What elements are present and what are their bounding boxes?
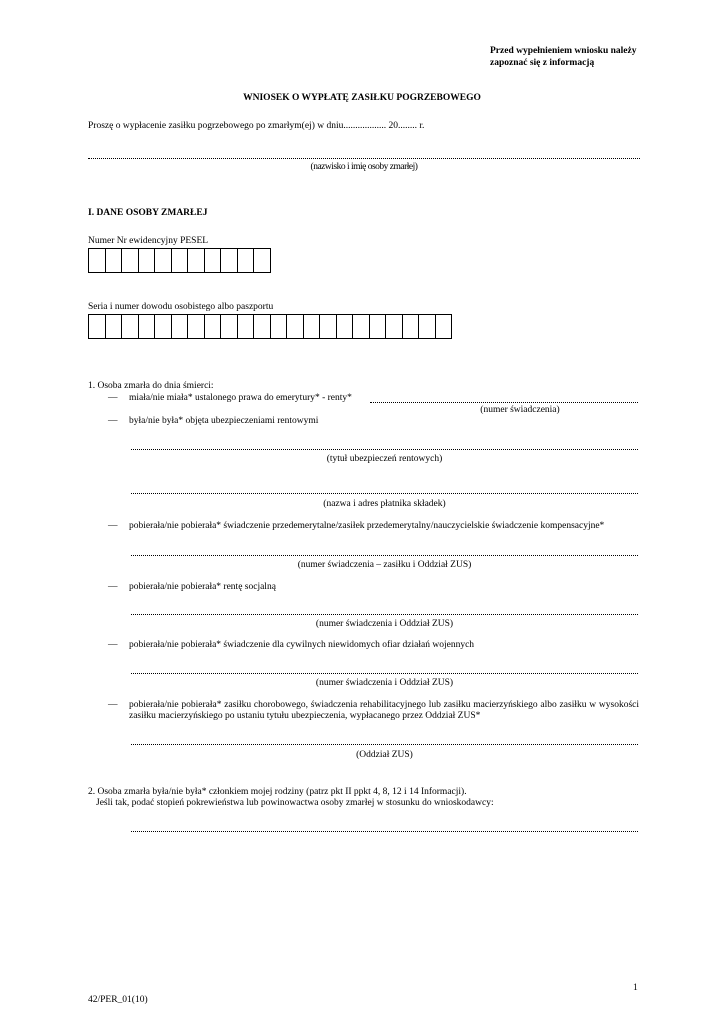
pesel-digit[interactable]	[254, 248, 271, 273]
id-char[interactable]	[238, 314, 255, 339]
pesel-digit[interactable]	[122, 248, 139, 273]
q2-line1: 2. Osoba zmarła była/nie była* członkiem mojej rodziny (patrz pkt II ppkt 4, 8, 12 i 14 Informacji).	[88, 787, 467, 797]
id-document-label: Seria i numer dowodu osobistego albo paszportu	[88, 302, 274, 312]
q2-line2: Jeśli tak, podać stopień pokrewieństwa lub powinowactwa osoby zmarłej w stosunku do wnioskodawcy:	[96, 798, 494, 808]
q1-item1-text: miała/nie miała* ustalonego prawa do emerytury* - renty*	[129, 393, 352, 403]
id-char[interactable]	[271, 314, 288, 339]
deceased-name-caption: (nazwisko i imię osoby zmarłej)	[310, 162, 418, 172]
pesel-digit[interactable]	[238, 248, 255, 273]
q1-item5-text: pobierała/nie pobierała* świadczenie dla cywilnych niewidomych ofiar działań wojennych	[129, 640, 475, 650]
q1-item3-field[interactable]	[131, 555, 638, 556]
q1-item6-dash: —	[108, 700, 118, 710]
id-char[interactable]	[221, 314, 238, 339]
page-number: 1	[633, 983, 638, 993]
pesel-digit[interactable]	[89, 248, 106, 273]
id-char[interactable]	[188, 314, 205, 339]
q1-item1-field[interactable]	[370, 402, 638, 403]
pesel-digit[interactable]	[205, 248, 222, 273]
id-char[interactable]	[370, 314, 387, 339]
pesel-digit[interactable]	[106, 248, 123, 273]
pesel-digit[interactable]	[221, 248, 238, 273]
id-char[interactable]	[106, 314, 123, 339]
id-char[interactable]	[89, 314, 106, 339]
id-char[interactable]	[155, 314, 172, 339]
id-char[interactable]	[287, 314, 304, 339]
q1-item4-caption: (numer świadczenia i Oddział ZUS)	[315, 619, 454, 629]
q1-item6-field[interactable]	[131, 744, 638, 745]
q1-item5-field[interactable]	[131, 673, 638, 674]
pesel-boxes[interactable]	[88, 248, 271, 273]
pesel-digit[interactable]	[139, 248, 156, 273]
id-char[interactable]	[403, 314, 420, 339]
id-char[interactable]	[139, 314, 156, 339]
q1-item3-dash: —	[108, 521, 118, 531]
q1-item5-dash: —	[108, 640, 118, 650]
id-char[interactable]	[304, 314, 321, 339]
q1-item3-text: pobierała/nie pobierała* świadczenie przedemerytalne/zasiłek przedemerytalny/nauczycielskie świadczenie kompensacyjne*	[129, 521, 605, 531]
q1-item2-dash: —	[108, 416, 118, 426]
q1-item6-text: pobierała/nie pobierała* zasiłku chorobowego, świadczenia rehabilitacyjnego lub zasiłku macierzyńskiego albo zasiłku w wysokości zasiłku macierzyńskiego po ustaniu tytułu ubezpieczenia, wypłacanego przez Oddział ZUS*	[129, 700, 639, 721]
id-char[interactable]	[205, 314, 222, 339]
instruction-note-line2: zapoznać się z informacją	[490, 58, 595, 68]
id-char[interactable]	[122, 314, 139, 339]
id-char[interactable]	[436, 314, 453, 339]
q1-item4-text: pobierała/nie pobierała* rentę socjalną	[129, 582, 276, 592]
q1-item2-field1[interactable]	[131, 449, 638, 450]
q1-intro: 1. Osoba zmarła do dnia śmierci:	[88, 381, 214, 391]
section1-heading: I. DANE OSOBY ZMARŁEJ	[88, 208, 208, 218]
pesel-digit[interactable]	[172, 248, 189, 273]
q1-item2-caption2: (nazwa i adres płatnika składek)	[323, 499, 446, 509]
q2-field[interactable]	[131, 831, 638, 832]
id-char[interactable]	[419, 314, 436, 339]
deceased-name-field[interactable]	[88, 158, 640, 159]
pesel-digit[interactable]	[155, 248, 172, 273]
id-document-boxes[interactable]	[88, 314, 452, 339]
id-char[interactable]	[353, 314, 370, 339]
id-char[interactable]	[254, 314, 271, 339]
form-code: 42/PER_01(10)	[88, 995, 148, 1005]
pesel-label: Numer Nr ewidencyjny PESEL	[88, 236, 209, 246]
id-char[interactable]	[172, 314, 189, 339]
form-title: WNIOSEK O WYPŁATĘ ZASIŁKU POGRZEBOWEGO	[243, 93, 481, 103]
id-char[interactable]	[386, 314, 403, 339]
id-char[interactable]	[320, 314, 337, 339]
request-line: Proszę o wypłacenie zasiłku pogrzebowego po zmarłym(ej) w dniu.................. 20........ r.	[88, 121, 425, 131]
q1-item5-caption: (numer świadczenia i Oddział ZUS)	[315, 678, 454, 688]
q1-item2-caption1: (tytuł ubezpieczeń rentowych)	[326, 454, 443, 464]
q1-item3-caption: (numer świadczenia – zasiłku i Oddział ZUS)	[297, 560, 472, 570]
id-char[interactable]	[337, 314, 354, 339]
instruction-note-line1: Przed wypełnieniem wniosku należy	[490, 46, 637, 56]
q1-item1-caption: (numer świadczenia)	[480, 405, 560, 415]
q1-item2-text: była/nie była* objęta ubezpieczeniami rentowymi	[129, 416, 319, 426]
q1-item6-caption: (Oddział ZUS)	[356, 750, 413, 760]
q1-item2-field2[interactable]	[131, 493, 638, 494]
q1-item4-dash: —	[108, 582, 118, 592]
q1-item1-dash: —	[108, 393, 118, 403]
q1-item4-field[interactable]	[131, 614, 638, 615]
pesel-digit[interactable]	[188, 248, 205, 273]
